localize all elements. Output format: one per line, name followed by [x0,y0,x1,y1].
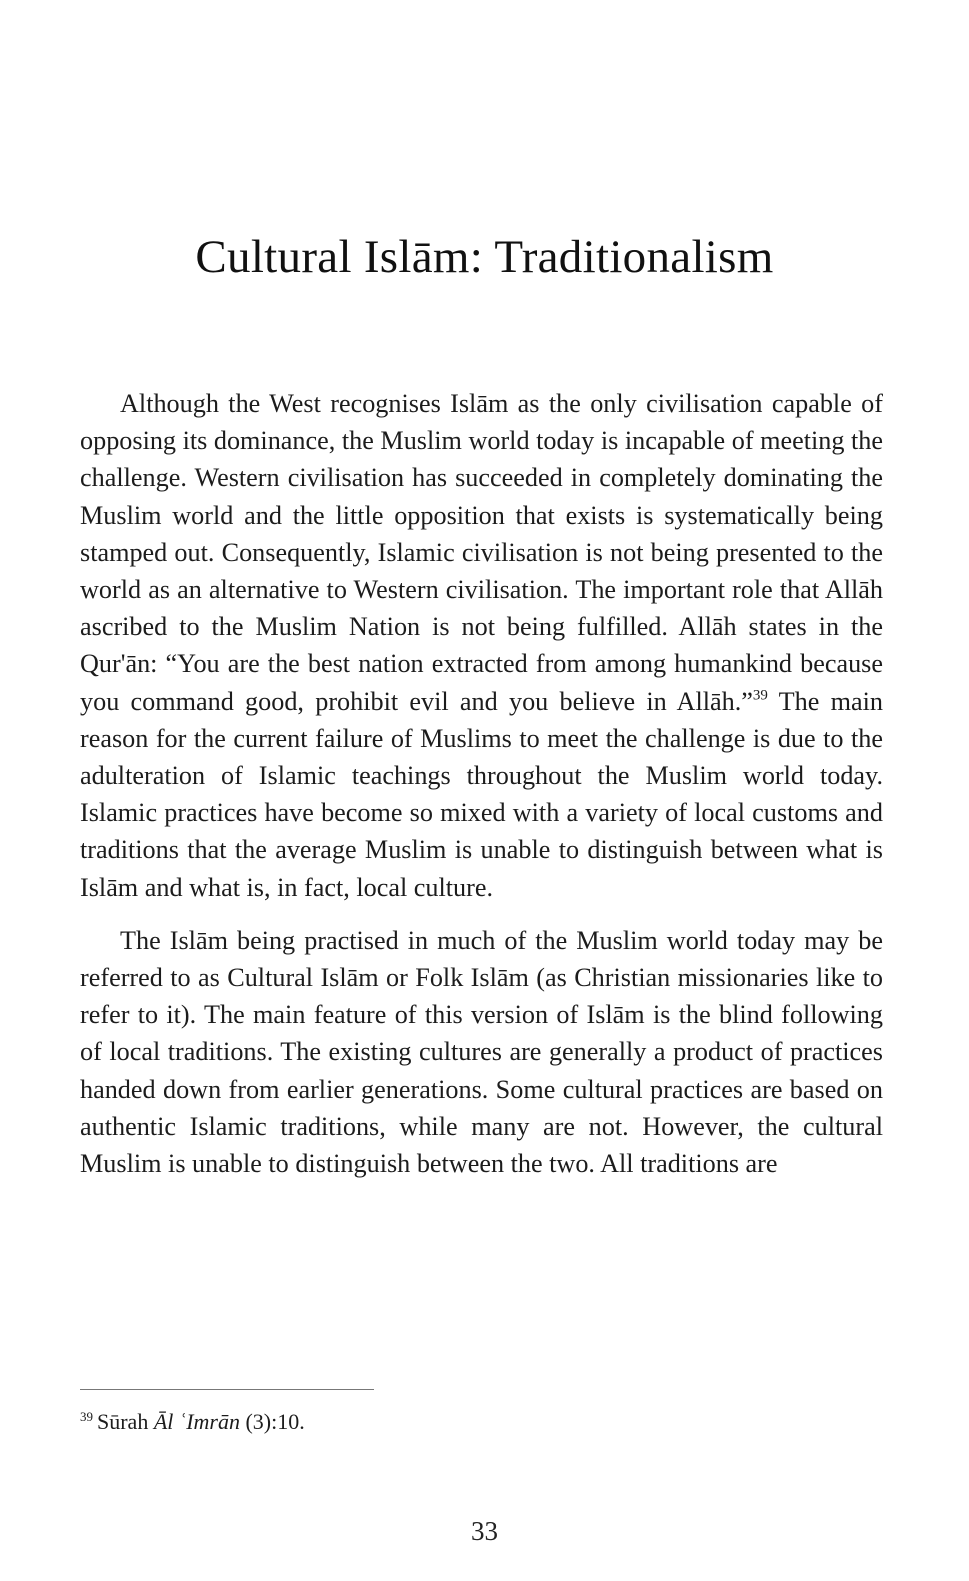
body-text [80,385,883,1198]
footnote-surah-title: Āl ʿImrān [153,1409,240,1434]
footnote-number: 39 [80,1409,93,1425]
page-number: 33 [471,1516,498,1546]
footnote-reference[interactable]: 39 [752,687,768,704]
paragraph-1 [80,385,883,906]
footnote-citation: (3):10. [239,1409,305,1434]
paragraph-1-text-after-note: The main reason for the current failure of Muslims to meet the challenge is due to the adulteration of Islamic teachings throughout the Muslim world today. Islamic practices have become so mixed with a variety of local customs and traditions that the average Muslim is unable to distinguish between what is Islām and what is, in fact, local culture. [80,686,883,902]
footnote-prefix: Sūrah [97,1409,154,1434]
paragraph-2: The Islām being practised in much of the Muslim world today may be referred to as Cultural Islām or Folk Islām (as Christian missionaries like to refer to it). The main feature of this version of Islām is the blind following of local traditions. The existing cultures are generally a product of practices handed down from earlier generations. Some cultural practices are based on authentic Islamic traditions, while many are not. However, the cultural Muslim is unable to distinguish between the two. All traditions are [80,925,883,1179]
chapter-title: Cultural Islām: Traditionalism [195,231,774,283]
footnote [80,1409,305,1435]
paragraph-1-text-before-note: Although the West recognises Islām as the only civilisation capable of opposing its dominance, the Muslim world today is incapable of meeting the challenge. Western civilisation has succeeded in completely dominating the Muslim world and the little opposition that exists is systematically being stamped out. Consequently, Islamic civilisation is not being presented to the world as an alternative to Western civilisation. The important role that Allāh ascribed to the Muslim Nation is not being fulfilled. Allāh states in the Qur'ān: “You are the best nation extracted from among humankind because you command good, prohibit evil and you believe in Allāh.” [80,389,883,716]
footnote-divider [80,1389,374,1390]
